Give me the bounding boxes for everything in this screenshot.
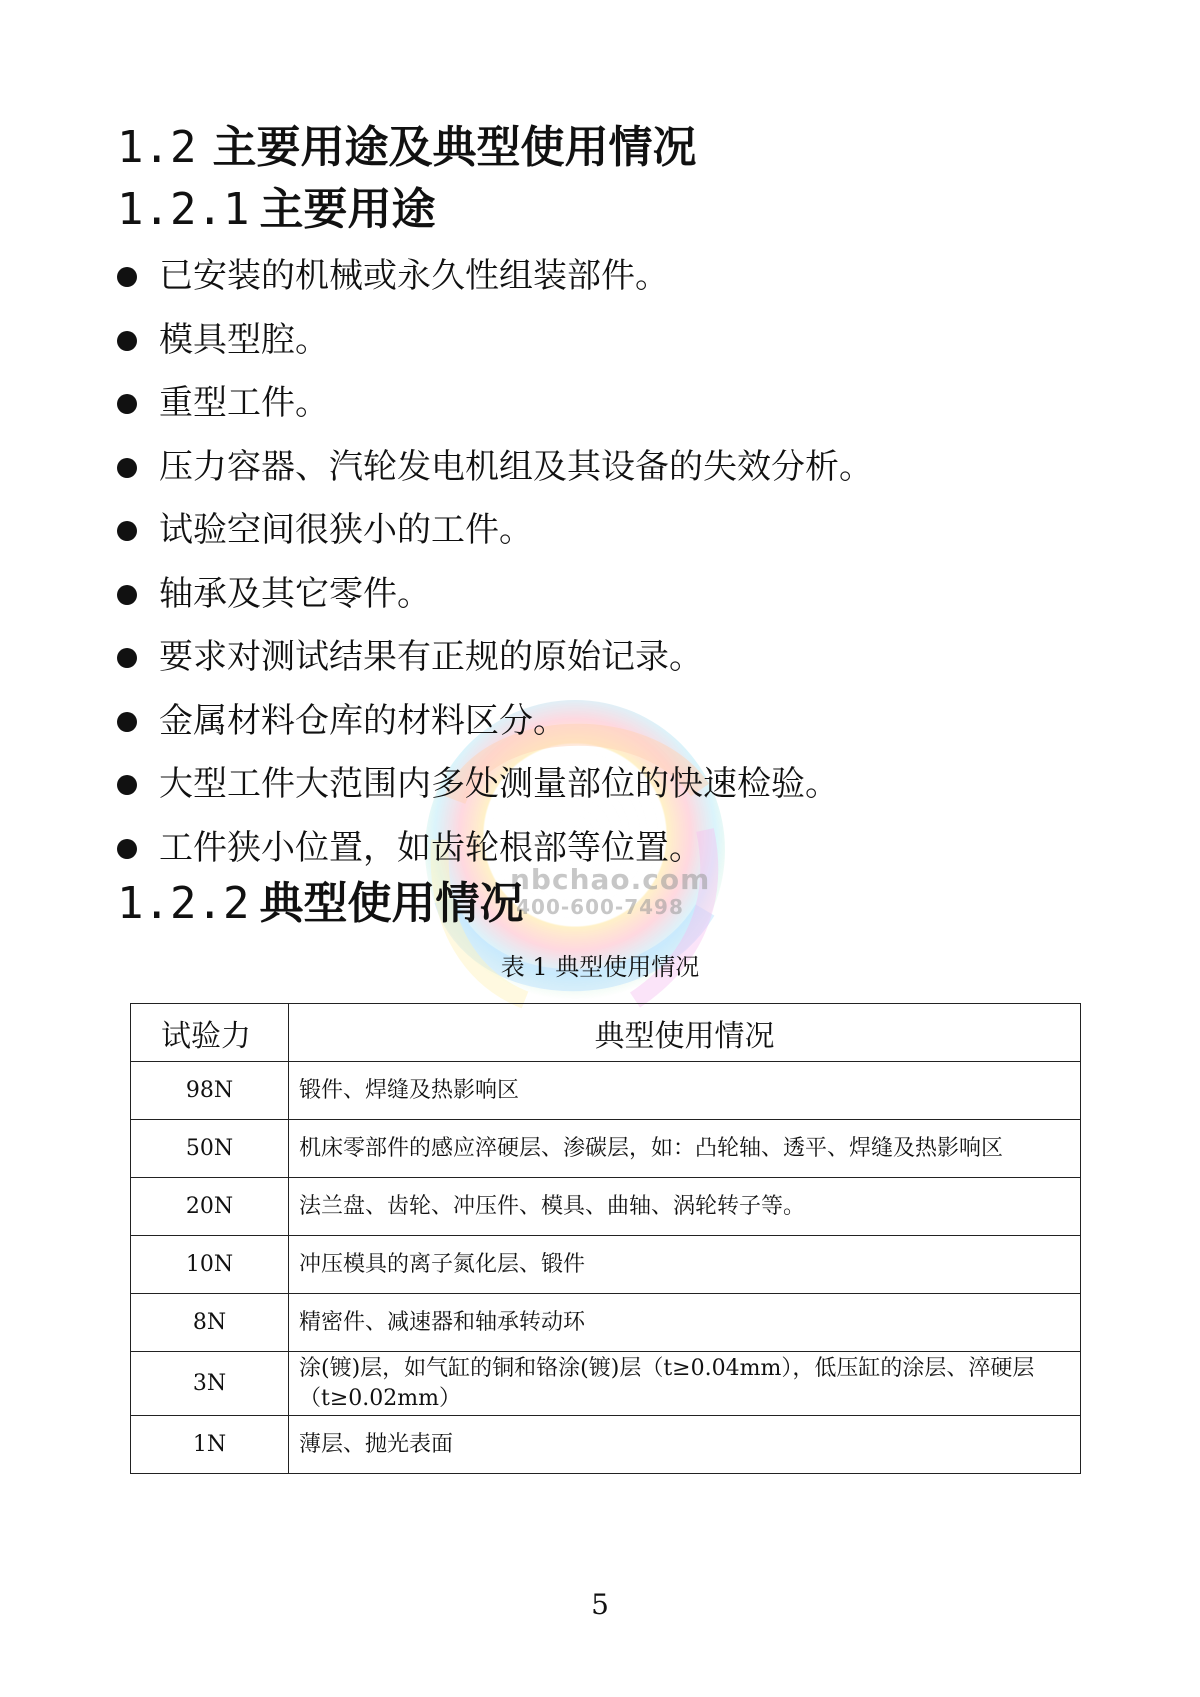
bullet-icon <box>117 839 137 859</box>
cell-force: 50N <box>131 1120 289 1178</box>
header-usage: 典型使用情况 <box>289 1004 1081 1062</box>
list-item-text: 已安装的机械或永久性组装部件。 <box>159 256 669 296</box>
bullet-icon <box>117 521 137 541</box>
table-row <box>131 1294 1081 1352</box>
subsection-heading-uses <box>117 182 435 238</box>
list-item-text: 要求对测试结果有正规的原始记录。 <box>159 637 703 677</box>
table-header-row <box>131 1004 1081 1062</box>
watermark-brand: nbchao.com <box>510 863 711 896</box>
table-row <box>131 1352 1081 1416</box>
section-number: 1.2 <box>117 122 197 173</box>
cell-force: 10N <box>131 1236 289 1294</box>
cell-force: 98N <box>131 1062 289 1120</box>
subsection-title: 主要用途 <box>259 184 436 235</box>
list-item-text: 工件狭小位置，如齿轮根部等位置。 <box>159 827 703 868</box>
usage-table <box>130 1003 1081 1474</box>
table-row <box>131 1178 1081 1236</box>
cell-force: 20N <box>131 1178 289 1236</box>
watermark-phone: 400-600-7498 <box>516 894 684 919</box>
list-item-text: 试验空间很狭小的工件。 <box>159 510 533 550</box>
list-item-text: 重型工件。 <box>159 383 329 423</box>
bullet-icon <box>117 394 137 414</box>
table-row <box>131 1120 1081 1178</box>
list-item <box>117 309 873 373</box>
cell-force: 1N <box>131 1416 289 1474</box>
list-item <box>117 817 873 881</box>
section-heading <box>117 120 696 176</box>
cell-usage: 涂(镀)层，如气缸的铜和铬涂(镀)层（t≥0.04mm），低压缸的涂层、淬硬层（t≥0.02mm） <box>289 1352 1081 1416</box>
cell-usage: 锻件、焊缝及热影响区 <box>289 1062 1081 1120</box>
subsection-title: 典型使用情况 <box>259 878 524 929</box>
list-item-text: 金属材料仓库的材料区分。 <box>159 700 567 741</box>
list-item <box>117 372 873 436</box>
header-force: 试验力 <box>131 1004 289 1062</box>
bullet-icon <box>117 648 137 668</box>
list-item <box>117 563 873 627</box>
cell-usage: 机床零部件的感应淬硬层、渗碳层，如：凸轮轴、透平、焊缝及热影响区 <box>289 1120 1081 1178</box>
list-item <box>117 436 873 500</box>
list-item <box>117 753 873 817</box>
list-item <box>117 690 873 754</box>
cell-usage: 冲压模具的离子氮化层、锻件 <box>289 1236 1081 1294</box>
list-item-text: 模具型腔。 <box>159 319 329 360</box>
list-item <box>117 245 873 309</box>
table-row <box>131 1236 1081 1294</box>
cell-force: 8N <box>131 1294 289 1352</box>
table-row <box>131 1416 1081 1474</box>
list-item-text: 轴承及其它零件。 <box>159 573 431 614</box>
subsection-heading-typical <box>117 876 523 932</box>
bullet-icon <box>117 267 137 287</box>
bullet-icon <box>117 775 137 795</box>
cell-usage: 精密件、减速器和轴承转动环 <box>289 1294 1081 1352</box>
bullet-icon <box>117 712 137 732</box>
list-item-text: 压力容器、汽轮发电机组及其设备的失效分析。 <box>159 446 873 487</box>
page-number: 5 <box>591 1588 609 1621</box>
table-caption: 表 1 典型使用情况 <box>500 953 700 981</box>
cell-usage: 薄层、抛光表面 <box>289 1416 1081 1474</box>
bullet-icon <box>117 331 137 351</box>
list-item <box>117 499 873 563</box>
list-item-text: 大型工件大范围内多处测量部位的快速检验。 <box>159 764 839 804</box>
cell-usage: 法兰盘、齿轮、冲压件、模具、曲轴、涡轮转子等。 <box>289 1178 1081 1236</box>
subsection-number: 1.2.2 <box>117 878 250 929</box>
cell-force: 3N <box>131 1352 289 1416</box>
subsection-number: 1.2.1 <box>117 184 250 235</box>
section-title: 主要用途及典型使用情况 <box>212 122 697 173</box>
list-item <box>117 626 873 690</box>
table-row <box>131 1062 1081 1120</box>
uses-list <box>117 245 873 880</box>
bullet-icon <box>117 585 137 605</box>
bullet-icon <box>117 458 137 478</box>
